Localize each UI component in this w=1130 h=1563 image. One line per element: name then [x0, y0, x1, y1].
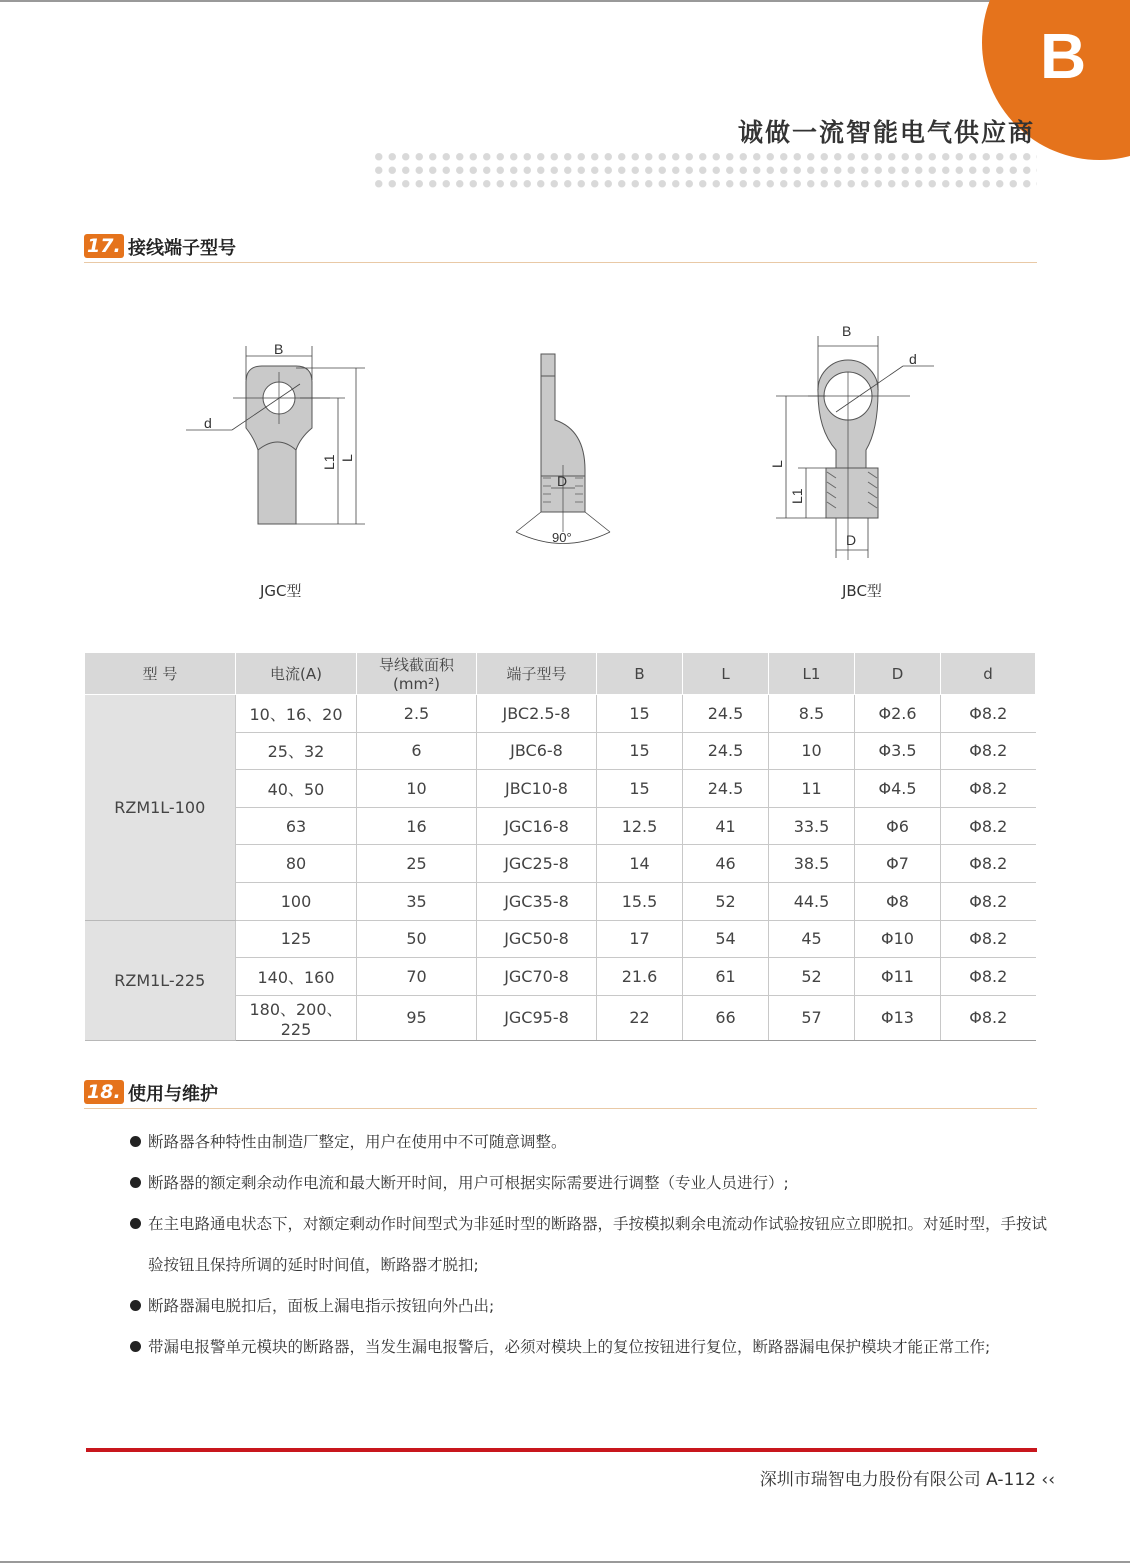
- cell-current: 10、16、20: [236, 695, 357, 733]
- cell-d: Φ8.2: [941, 958, 1036, 996]
- cell-l: 41: [683, 807, 769, 845]
- jgc-caption: JGC型: [260, 582, 302, 600]
- cell-terminal: JBC6-8: [477, 732, 597, 770]
- cell-area: 10: [357, 770, 477, 808]
- cell-current: 100: [236, 882, 357, 920]
- jgc-label-l: L: [339, 454, 355, 462]
- footer-text: 深圳市瑞智电力股份有限公司 A-112 ‹‹: [759, 1470, 1055, 1490]
- cell-d: Φ10: [855, 920, 941, 958]
- jbc-label-l1: L1: [789, 488, 805, 504]
- footer-rule: [86, 1448, 1037, 1452]
- dot-pattern: [372, 150, 1037, 192]
- header-b: B: [597, 653, 683, 695]
- cell-d: Φ8.2: [941, 732, 1036, 770]
- cell-d: Φ13: [855, 995, 941, 1040]
- cell-d: Φ8.2: [941, 920, 1036, 958]
- jgc-front-view: [186, 341, 365, 524]
- chapter-letter: B: [1040, 20, 1087, 92]
- header-wire-area: 导线截面积(mm²): [357, 653, 477, 695]
- cell-l: 66: [683, 995, 769, 1040]
- jgc-label-b: B: [274, 341, 284, 357]
- section-18-header: [84, 1078, 1037, 1109]
- section-17-title: 接线端子型号: [128, 238, 236, 259]
- header-l: L: [683, 653, 769, 695]
- cell-current: 125: [236, 920, 357, 958]
- section-17-header: [84, 232, 1037, 263]
- cell-area: 35: [357, 882, 477, 920]
- jbc-label-l: L: [769, 460, 785, 468]
- cell-area: 2.5: [357, 695, 477, 733]
- cell-b: 15.5: [597, 882, 683, 920]
- jgc-side-view: [516, 354, 610, 545]
- cell-d: Φ2.6: [855, 695, 941, 733]
- cell-d: Φ8.2: [941, 695, 1036, 733]
- cell-d: Φ8.2: [941, 807, 1036, 845]
- cell-area: 50: [357, 920, 477, 958]
- slogan: 诚做一流智能电气供应商: [737, 118, 1035, 147]
- table-row: [85, 695, 1036, 733]
- header-terminal: 端子型号: [477, 653, 597, 695]
- model-cell: RZM1L-100: [85, 695, 236, 921]
- cell-b: 12.5: [597, 807, 683, 845]
- cell-l1: 33.5: [769, 807, 855, 845]
- cell-l1: 11: [769, 770, 855, 808]
- side-label-d: D: [557, 473, 568, 489]
- cell-terminal: JGC95-8: [477, 995, 597, 1040]
- bullet-icon: [130, 1218, 141, 1229]
- cell-l1: 44.5: [769, 882, 855, 920]
- jbc-caption: JBC型: [842, 582, 882, 600]
- jbc-label-d-small: d: [909, 351, 917, 367]
- top-border: [0, 0, 1130, 2]
- terminal-spec-table: [84, 652, 1036, 1041]
- header-current: 电流(A): [236, 653, 357, 695]
- cell-current: 140、160: [236, 958, 357, 996]
- cell-area: 25: [357, 845, 477, 883]
- cell-terminal: JBC10-8: [477, 770, 597, 808]
- cell-b: 14: [597, 845, 683, 883]
- list-item: 断路器漏电脱扣后，面板上漏电指示按钮向外凸出;: [130, 1286, 1060, 1327]
- header-d-small: d: [941, 653, 1036, 695]
- side-label-angle: 90°: [552, 530, 572, 545]
- cell-b: 17: [597, 920, 683, 958]
- maintenance-list: [130, 1122, 1060, 1368]
- cell-d: Φ7: [855, 845, 941, 883]
- cell-b: 15: [597, 770, 683, 808]
- jbc-label-b: B: [842, 323, 852, 339]
- list-item: 断路器各种特性由制造厂整定，用户在使用中不可随意调整。: [130, 1122, 1060, 1163]
- cell-b: 15: [597, 695, 683, 733]
- cell-area: 16: [357, 807, 477, 845]
- header-l1: L1: [769, 653, 855, 695]
- section-18-number: 18.: [84, 1080, 124, 1104]
- cell-current: 180、200、225: [236, 995, 357, 1040]
- cell-terminal: JGC35-8: [477, 882, 597, 920]
- table-body: [85, 695, 1036, 1041]
- bullet-icon: [130, 1177, 141, 1188]
- cell-l1: 57: [769, 995, 855, 1040]
- jgc-label-d: d: [204, 415, 212, 431]
- cell-terminal: JGC70-8: [477, 958, 597, 996]
- cell-l: 24.5: [683, 695, 769, 733]
- cell-terminal: JBC2.5-8: [477, 695, 597, 733]
- header-model: 型 号: [85, 653, 236, 695]
- cell-d: Φ8: [855, 882, 941, 920]
- cell-area: 95: [357, 995, 477, 1040]
- model-cell: RZM1L-225: [85, 920, 236, 1040]
- cell-l: 61: [683, 958, 769, 996]
- cell-l: 24.5: [683, 770, 769, 808]
- cell-b: 22: [597, 995, 683, 1040]
- cell-l1: 45: [769, 920, 855, 958]
- bullet-icon: [130, 1300, 141, 1311]
- jgc-label-l1: L1: [321, 454, 337, 470]
- cell-d: Φ8.2: [941, 845, 1036, 883]
- cell-l1: 8.5: [769, 695, 855, 733]
- cell-terminal: JGC25-8: [477, 845, 597, 883]
- list-item: 带漏电报警单元模块的断路器，当发生漏电报警后，必须对模块上的复位按钮进行复位，断路器漏电保护模块才能正常工作;: [130, 1327, 1060, 1368]
- cell-d: Φ8.2: [941, 995, 1036, 1040]
- table-header-row: [85, 653, 1036, 695]
- cell-d: Φ3.5: [855, 732, 941, 770]
- cell-d: Φ6: [855, 807, 941, 845]
- cell-b: 21.6: [597, 958, 683, 996]
- cell-current: 63: [236, 807, 357, 845]
- cell-current: 25、32: [236, 732, 357, 770]
- cell-l1: 38.5: [769, 845, 855, 883]
- section-17-number: 17.: [84, 234, 124, 258]
- terminal-drawing: [0, 300, 1130, 620]
- cell-l1: 52: [769, 958, 855, 996]
- cell-l: 52: [683, 882, 769, 920]
- cell-terminal: JGC16-8: [477, 807, 597, 845]
- cell-current: 80: [236, 845, 357, 883]
- cell-d: Φ8.2: [941, 882, 1036, 920]
- cell-l: 46: [683, 845, 769, 883]
- header-d-big: D: [855, 653, 941, 695]
- cell-terminal: JGC50-8: [477, 920, 597, 958]
- cell-d: Φ8.2: [941, 770, 1036, 808]
- bullet-icon: [130, 1136, 141, 1147]
- cell-l: 24.5: [683, 732, 769, 770]
- cell-area: 6: [357, 732, 477, 770]
- cell-b: 15: [597, 732, 683, 770]
- cell-l: 54: [683, 920, 769, 958]
- bullet-icon: [130, 1341, 141, 1352]
- terminal-diagrams: [0, 300, 1130, 620]
- cell-d: Φ4.5: [855, 770, 941, 808]
- cell-area: 70: [357, 958, 477, 996]
- jbc-label-d-big: D: [846, 532, 857, 548]
- jbc-view: [769, 323, 934, 560]
- list-item: 断路器的额定剩余动作电流和最大断开时间，用户可根据实际需要进行调整（专业人员进行）;: [130, 1163, 1060, 1204]
- section-18-title: 使用与维护: [128, 1084, 218, 1105]
- table-row: [85, 920, 1036, 958]
- cell-current: 40、50: [236, 770, 357, 808]
- list-item: 在主电路通电状态下，对额定剩动作时间型式为非延时型的断路器，手按模拟剩余电流动作试验按钮应立即脱扣。对延时型，手按试验按钮且保持所调的延时时间值，断路器才脱扣;: [130, 1204, 1060, 1286]
- cell-l1: 10: [769, 732, 855, 770]
- cell-d: Φ11: [855, 958, 941, 996]
